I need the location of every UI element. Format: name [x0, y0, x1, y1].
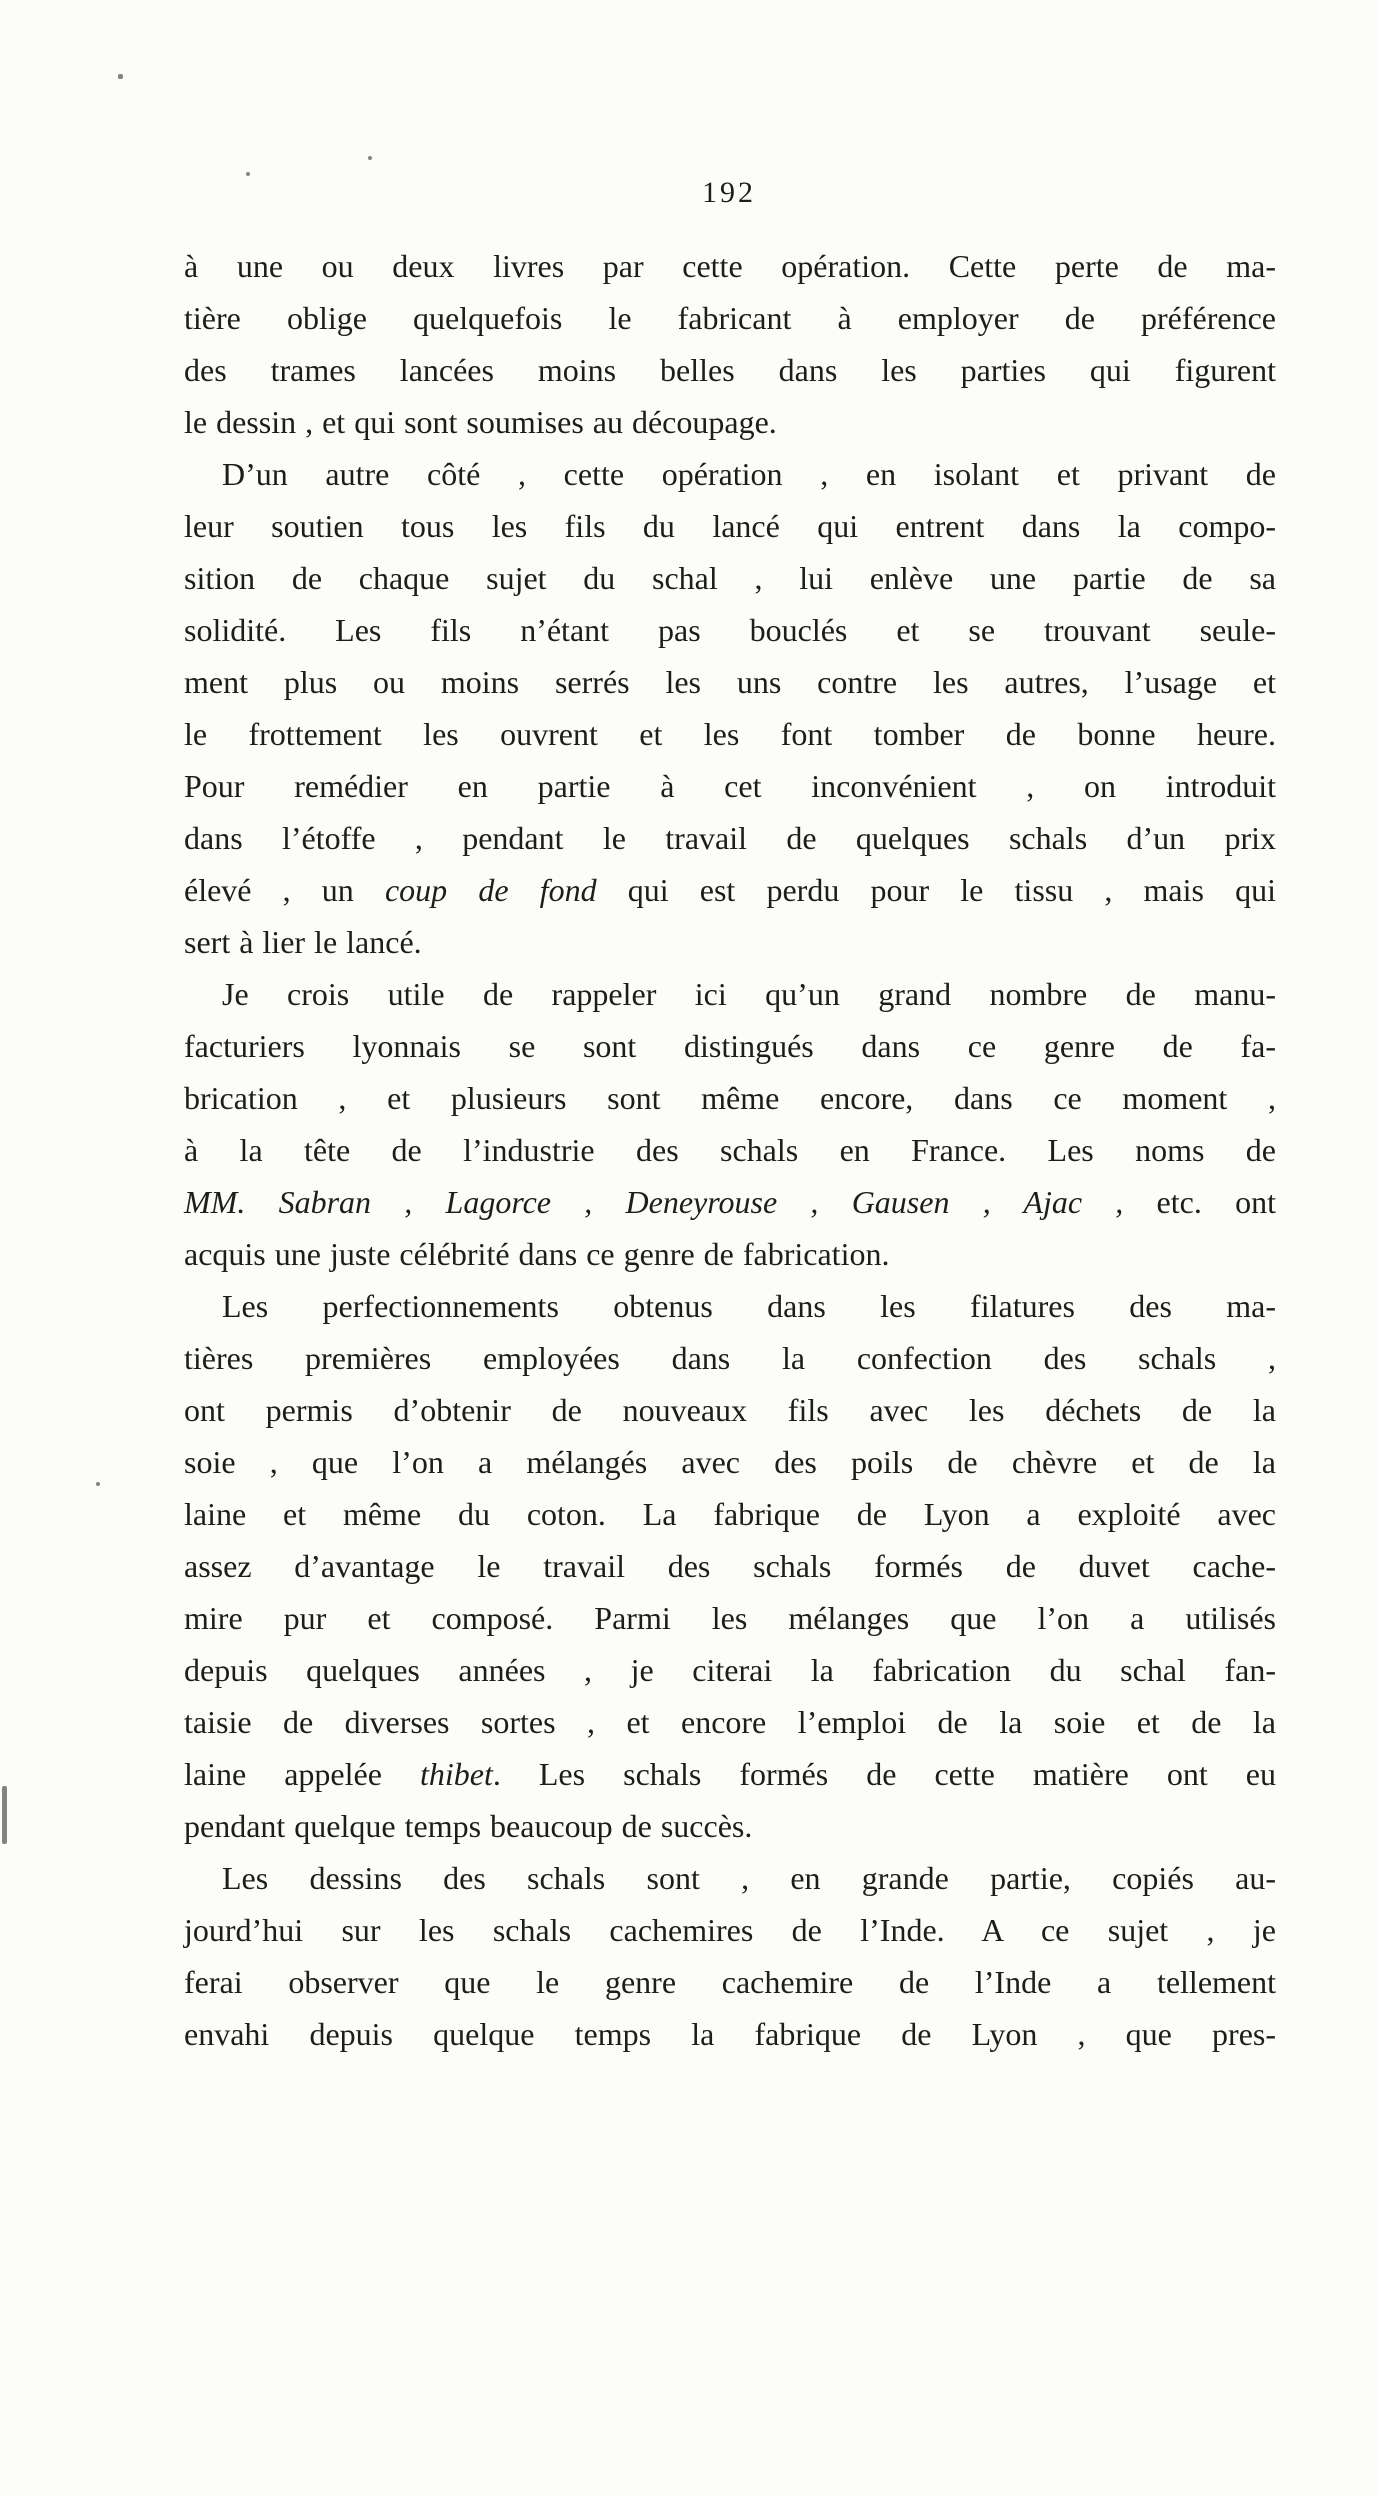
- text-line: [184, 552, 1276, 604]
- text-line: [184, 1904, 1276, 1956]
- text-line: [184, 916, 1276, 968]
- text-line: [184, 1176, 1276, 1228]
- text-line: [184, 1800, 1276, 1852]
- text-run: à la tête de l’industrie des schals en France. Les noms de: [184, 1132, 1276, 1168]
- text-run: pendant quelque temps beaucoup de succès.: [184, 1808, 753, 1844]
- text-line: [184, 500, 1276, 552]
- text-run: solidité. Les fils n’étant pas bouclés et se trouvant seule-: [184, 612, 1276, 648]
- text-line: [184, 968, 1276, 1020]
- text-run: D’un autre côté , cette opération , en isolant et privant de: [222, 456, 1276, 492]
- text-run: brication , et plusieurs sont même encore, dans ce moment ,: [184, 1080, 1276, 1116]
- page-number: 192: [702, 176, 756, 209]
- text-run: ment plus ou moins serrés les uns contre les autres, l’usage et: [184, 664, 1276, 700]
- text-run: Pour remédier en partie à cet inconvénient , on introduit: [184, 768, 1276, 804]
- text-line: [184, 344, 1276, 396]
- text-run: tière oblige quelquefois le fabricant à employer de préférence: [184, 300, 1276, 336]
- text-line: [184, 1540, 1276, 1592]
- italic-text: thibet: [419, 1756, 493, 1792]
- text-run: laine appelée: [184, 1756, 420, 1792]
- text-run: taisie de diverses sortes , et encore l’emploi de la soie et de la: [184, 1704, 1276, 1740]
- italic-text: MM. Sabran , Lagorce , Deneyrouse , Gausen , Ajac ,: [184, 1184, 1124, 1220]
- text-run: etc. ont: [1123, 1184, 1277, 1220]
- text-run: jourd’hui sur les schals cachemires de l’Inde. A ce sujet , je: [184, 1912, 1276, 1948]
- text-run: mire pur et composé. Parmi les mélanges que l’on a utilisés: [184, 1600, 1276, 1636]
- text-line: [184, 292, 1276, 344]
- text-line: [184, 864, 1276, 916]
- text-line: [184, 1436, 1276, 1488]
- text-line: [184, 1748, 1276, 1800]
- text-line: [184, 1852, 1276, 1904]
- scan-speck: [246, 172, 250, 176]
- paragraph: [184, 1280, 1276, 1852]
- text-line: [184, 1124, 1276, 1176]
- text-run: Je crois utile de rappeler ici qu’un grand nombre de manu-: [222, 976, 1276, 1012]
- text-run: Les dessins des schals sont , en grande partie, copiés au-: [222, 1860, 1276, 1896]
- paragraph: [184, 968, 1276, 1280]
- text-run: à une ou deux livres par cette opération. Cette perte de ma-: [184, 248, 1276, 284]
- text-line: [184, 604, 1276, 656]
- text-run: le frottement les ouvrent et les font tomber de bonne heure.: [184, 716, 1276, 752]
- paragraph: [184, 1852, 1276, 2060]
- text-run: qui est perdu pour le tissu , mais qui: [596, 872, 1277, 908]
- text-run: envahi depuis quelque temps la fabrique de Lyon , que pres-: [184, 2016, 1276, 2052]
- text-run: élevé , un: [184, 872, 385, 908]
- text-run: facturiers lyonnais se sont distingués dans ce genre de fa-: [184, 1028, 1276, 1064]
- text-line: [184, 1644, 1276, 1696]
- text-line: [184, 1384, 1276, 1436]
- paragraph: [184, 240, 1276, 448]
- italic-text: coup de fond: [384, 872, 597, 908]
- scan-speck: [368, 156, 372, 160]
- text-run: depuis quelques années , je citerai la fabrication du schal fan-: [184, 1652, 1276, 1688]
- text-run: ont permis d’obtenir de nouveaux fils avec les déchets de la: [184, 1392, 1276, 1428]
- paragraph: [184, 448, 1276, 968]
- text-line: [184, 396, 1276, 448]
- text-run: acquis une juste célébrité dans ce genre de fabrication.: [184, 1236, 890, 1272]
- text-line: [184, 1280, 1276, 1332]
- text-line: [184, 1228, 1276, 1280]
- text-run: sert à lier le lancé.: [184, 924, 422, 960]
- text-line: [184, 1072, 1276, 1124]
- text-run: le dessin , et qui sont soumises au découpage.: [184, 404, 777, 440]
- text-run: sition de chaque sujet du schal , lui enlève une partie de sa: [184, 560, 1276, 596]
- text-line: [184, 1488, 1276, 1540]
- text-line: [184, 1696, 1276, 1748]
- text-line: [184, 1592, 1276, 1644]
- text-run: laine et même du coton. La fabrique de Lyon a exploité avec: [184, 1496, 1276, 1532]
- text-line: [184, 1956, 1276, 2008]
- text-run: des trames lancées moins belles dans les parties qui figurent: [184, 352, 1276, 388]
- text-line: [184, 656, 1276, 708]
- text-run: . Les schals formés de cette matière ont eu: [492, 1756, 1277, 1792]
- text-run: leur soutien tous les fils du lancé qui entrent dans la compo-: [184, 508, 1276, 544]
- text-run: soie , que l’on a mélangés avec des poils de chèvre et de la: [184, 1444, 1276, 1480]
- scan-speck: [96, 1482, 100, 1486]
- text-line: [184, 448, 1276, 500]
- text-line: [184, 2008, 1276, 2060]
- text-run: dans l’étoffe , pendant le travail de quelques schals d’un prix: [184, 820, 1276, 856]
- text-line: [184, 708, 1276, 760]
- text-run: Les perfectionnements obtenus dans les filatures des ma-: [222, 1288, 1276, 1324]
- text-line: [184, 1332, 1276, 1384]
- text-run: ferai observer que le genre cachemire de l’Inde a tellement: [184, 1964, 1276, 2000]
- scan-speck: [2, 1786, 7, 1844]
- text-run: tières premières employées dans la confection des schals ,: [184, 1340, 1276, 1376]
- text-line: [184, 240, 1276, 292]
- text-block: [184, 240, 1276, 2060]
- text-line: [184, 812, 1276, 864]
- text-line: [184, 760, 1276, 812]
- text-run: assez d’avantage le travail des schals formés de duvet cache-: [184, 1548, 1276, 1584]
- text-line: [184, 1020, 1276, 1072]
- scan-speck: [118, 74, 123, 79]
